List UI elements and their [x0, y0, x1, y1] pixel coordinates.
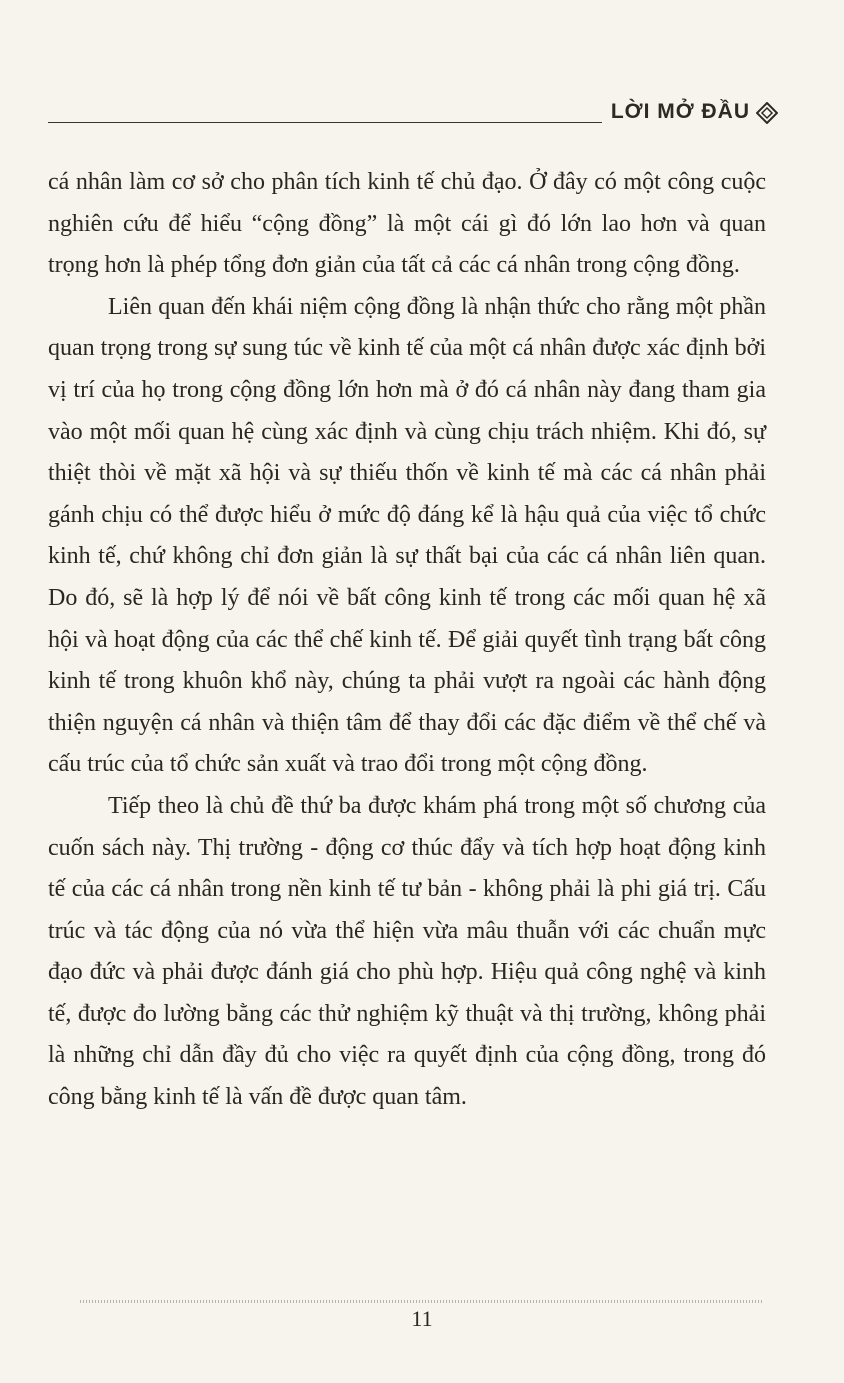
chapter-title: LỜI MỞ ĐẦU	[610, 100, 750, 123]
paragraph-3: Tiếp theo là chủ đề thứ ba được khám phá trong một số chương của cuốn sách này. Thị trường - động cơ thúc đẩy và tích hợp hoạt động kinh tế của các cá nhân trong nền kinh tế tư bản - không phải là phi giá trị. Cấu trúc và tác động của nó vừa thể hiện vừa mâu thuẫn với các chuẩn mực đạo đức và phải được đánh giá cho phù hợp. Hiệu quả công nghệ và kinh tế, được đo lường bằng các thử nghiệm kỹ thuật và thị trường, không phải là những chỉ dẫn đầy đủ cho việc ra quyết định của cộng đồng, trong đó công bằng kinh tế là vấn đề được quan tâm.	[48, 792, 766, 1111]
paragraph-2: Liên quan đến khái niệm cộng đồng là nhận thức cho rằng một phần quan trọng trong sự sung túc về kinh tế của một cá nhân được xác định bởi vị trí của họ trong cộng đồng lớn hơn mà ở đó cá nhân này đang tham gia vào một mối quan hệ cùng xác định và cùng chịu trách nhiệm. Khi đó, sự thiệt thòi về mặt xã hội và sự thiếu thốn về kinh tế mà các cá nhân phải gánh chịu có thể được hiểu ở mức độ đáng kể là hậu quả của việc tổ chức kinh tế, chứ không chỉ đơn giản là sự thất bại của các cá nhân liên quan. Do đó, sẽ là hợp lý để nói về bất công kinh tế trong các mối quan hệ xã hội và hoạt động của các thể chế kinh tế. Để giải quyết tình trạng bất công kinh tế trong khuôn khổ này, chúng ta phải vượt ra ngoài các hành động thiện nguyện cá nhân và thiện tâm để thay đổi các đặc điểm về thể chế và cấu trúc của tổ chức sản xuất và trao đổi trong một cộng đồng.	[48, 293, 766, 778]
header-rule	[48, 122, 602, 123]
diamond-ornament-icon	[756, 102, 778, 124]
body-text	[48, 162, 766, 1119]
running-header	[48, 96, 778, 136]
footer-rule	[80, 1300, 764, 1303]
paragraph-1: cá nhân làm cơ sở cho phân tích kinh tế chủ đạo. Ở đây có một công cuộc nghiên cứu để hiểu “cộng đồng” là một cái gì đó lớn lao hơn và quan trọng hơn là phép tổng đơn giản của tất cả các cá nhân trong cộng đồng.	[48, 169, 766, 279]
page-number: 11	[411, 1306, 433, 1331]
